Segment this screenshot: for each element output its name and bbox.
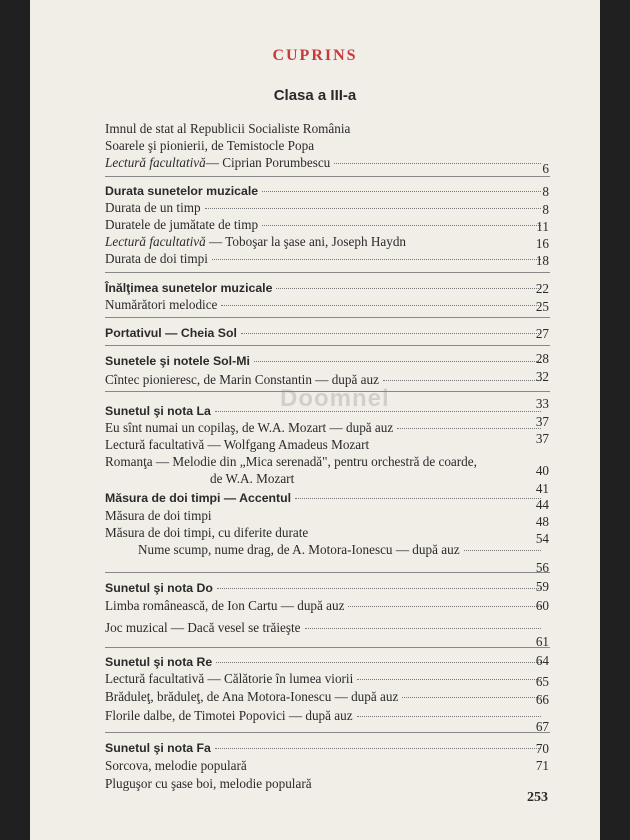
toc-entry: Sorcova, melodie populară: [105, 758, 247, 773]
page-ref: 32: [535, 369, 549, 384]
page-ref: 16: [535, 236, 549, 251]
toc-section: Sunetele şi notele Sol-Mi: [105, 353, 545, 369]
watermark-logo: Doomnel: [280, 385, 390, 412]
toc-section: Sunetul şi nota Re: [105, 654, 545, 670]
page-ref: 18: [535, 253, 549, 268]
divider: [105, 647, 550, 648]
page-number: 253: [527, 790, 548, 805]
toc-entry: Lectură facultativă — Călătorie în lumea viorii: [105, 671, 545, 687]
toc-section: Portativul — Cheia Sol: [105, 325, 545, 341]
entry-text: — Ciprian Porumbescu: [205, 155, 331, 170]
page-ref: 8: [542, 202, 549, 217]
page-ref: 70: [535, 741, 549, 756]
page-ref: 40: [535, 463, 549, 478]
divider: [105, 732, 550, 733]
toc-section: Măsura de doi timpi — Accentul: [105, 490, 545, 506]
page-ref: 33: [535, 396, 549, 411]
toc-section: Înălţimea sunetelor muzicale: [105, 280, 545, 296]
toc-entry: Numărători melodice: [105, 297, 545, 313]
toc-entry: Imnul de stat al Republicii Socialiste România: [105, 121, 351, 136]
toc-entry: [105, 155, 545, 171]
page-ref: 37: [535, 431, 549, 446]
section-heading: Clasa a III-a: [273, 87, 357, 104]
page-ref: 64: [535, 653, 549, 668]
page-ref: 65: [535, 674, 549, 689]
page-ref: 22: [535, 281, 549, 296]
divider: [105, 572, 550, 573]
toc-entry: Romanţa — Melodie din „Mica serenadă", pentru orchestră de coarde,: [105, 454, 477, 469]
page-ref: 59: [535, 579, 549, 594]
page-ref: 8: [542, 184, 549, 199]
toc-section: Sunetul şi nota La: [105, 403, 545, 419]
toc-title: CUPRINS: [272, 47, 358, 64]
divider: [105, 391, 550, 392]
toc-entry-continuation: de W.A. Mozart: [210, 471, 295, 486]
page-ref: 60: [535, 598, 549, 613]
toc-entry: Duratele de jumătate de timp: [105, 217, 545, 233]
divider: [105, 176, 550, 177]
toc-entry: Lectură facultativă — Toboşar la şase ani, Joseph Haydn: [105, 234, 407, 249]
page-ref: 27: [535, 326, 549, 341]
page-ref: 41: [535, 481, 549, 496]
toc-section: Sunetul şi nota Do: [105, 580, 545, 596]
toc-entry: Joc muzical — Dacă vesel se trăieşte: [105, 620, 545, 636]
page-ref: 56: [535, 560, 549, 575]
page-ref: 11: [536, 219, 549, 234]
toc-section: Sunetul şi nota Fa: [105, 740, 545, 756]
toc-entry: Eu sînt numai un copilaş, de W.A. Mozart — după auz: [105, 420, 545, 436]
toc-entry: Lectură facultativă — Wolfgang Amadeus Mozart: [105, 437, 370, 452]
page-ref: 44: [535, 497, 549, 512]
toc-entry: Brăduleţ, brăduleţ, de Ana Motora-Ionescu — după auz: [105, 689, 545, 705]
toc-entry: Pluguşor cu şase boi, melodie populară: [105, 776, 312, 791]
page-ref: 28: [535, 351, 549, 366]
toc-entry: Limba românească, de Ion Cartu — după auz: [105, 598, 545, 614]
divider: [105, 317, 550, 318]
toc-entry: Durata de un timp: [105, 200, 545, 216]
toc-entry: Măsura de doi timpi, cu diferite durate: [105, 525, 309, 540]
page-ref: 61: [535, 634, 549, 649]
toc-entry: Nume scump, nume drag, de A. Motora-Ionescu — după auz: [138, 542, 545, 558]
divider: [105, 272, 550, 273]
page-ref: 48: [535, 514, 549, 529]
toc-entry: Durata de doi timpi: [105, 251, 545, 267]
book-page: [30, 0, 600, 840]
page-ref: 25: [535, 299, 549, 314]
page-ref: 67: [535, 719, 549, 734]
toc-entry: Florile dalbe, de Timotei Popovici — după auz: [105, 708, 545, 724]
page-ref: 37: [535, 414, 549, 429]
toc-section: Durata sunetelor muzicale: [105, 183, 545, 199]
page-ref: 6: [542, 161, 549, 176]
entry-label-italic: Lectură facultativă: [105, 155, 206, 170]
page-ref: 71: [535, 758, 549, 773]
toc-entry: Măsura de doi timpi: [105, 508, 212, 523]
page-ref: 66: [535, 692, 549, 707]
page-ref: 54: [535, 531, 549, 546]
divider: [105, 345, 550, 346]
toc-entry: Cîntec pionieresc, de Marin Constantin — după auz: [105, 372, 545, 388]
toc-entry: Soarele şi pionierii, de Temistocle Popa: [105, 138, 315, 153]
